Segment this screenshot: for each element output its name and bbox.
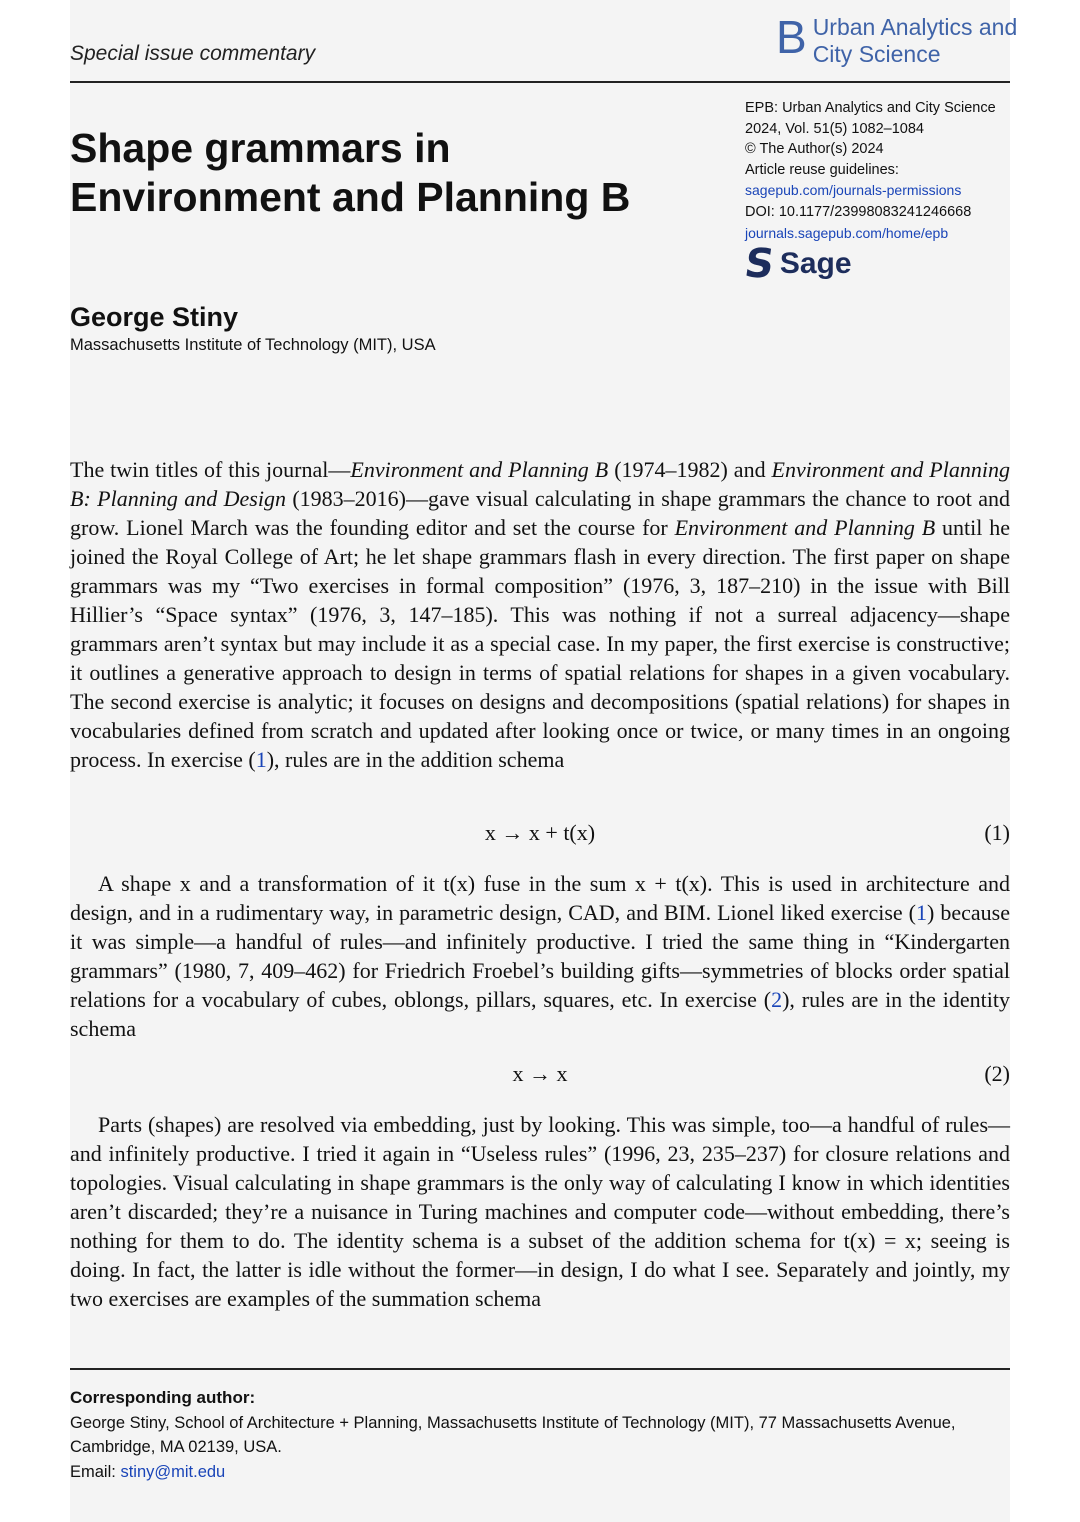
journal-homepage-link[interactable]: journals.sagepub.com/home/epb [745,224,949,241]
title-line-2: Environment and Planning B [70,174,631,220]
text-run: (1974–1982) and [608,457,772,482]
title-line-1: Shape grammars in [70,125,451,171]
text-run: (1983–2016)—gave visual calculating in shape grammars the chance to root and grow. Lionel March was the founding editor and set the course for [70,486,1010,540]
text-run: ) because it was simple—a handful of rules—and infinitely productive. I tried the same thing in “Kindergarten grammars” (1980, 7, 409–462) for Friedrich Froebel’s building gifts—symmetries of blocks order spatial relations for a vocabulary of cubes, oblongs, pillars, squares, etc. In exercise ( [70,900,1010,1012]
copyright: © The Author(s) 2024 [745,141,884,158]
footer-divider [70,1368,1010,1370]
section-label: Special issue commentary [70,42,316,65]
journal-name: EPB: Urban Analytics and City Science [745,100,996,116]
italic-journal-title: Environment and Planning B [674,515,936,540]
doi: DOI: 10.1177/23998083241246668 [745,203,972,220]
equation-1-expression: x → x + t(x) [484,820,596,845]
body-paragraph-2 [70,869,1010,1043]
equation-2-number: (2) [984,1061,1010,1086]
equation-2-expression: x → x [512,1061,568,1086]
publisher-logo [741,241,852,287]
body-paragraph-1 [70,455,1010,774]
journal-b-logo-icon: B [776,11,807,63]
footer-email-line [70,1460,1010,1485]
email-label: Email: [70,1462,121,1481]
equation-ref-2[interactable]: 2 [771,987,783,1012]
text-run: until he joined the Royal College of Art; he let shape grammars flash in every direction. The first paper on shape grammars was my “Two exercises in formal composition” (1976, 3, 187–210) in the issue with Bill Hillier’s “Space syntax” (1976, 3, 147–185). This was nothing if not a surreal adjacency—shape grammars aren’t syntax but may include it as a special case. In my paper, the first exercise is constructive; it outlines a generative approach to design in terms of spatial relations for shapes in a given vocabulary. The second exercise is analytic; it focuses on designs and decompositions (spatial relations) for shapes in vocabularies defined from scratch and updated after looking once or twice, or many times in an ongoing process. In exercise ( [70,515,1010,772]
footer-heading: Corresponding author: [70,1388,256,1407]
publisher-name: Sage [779,247,852,280]
author-name: George Stiny [70,302,239,332]
equation-ref-1[interactable]: 1 [255,747,267,772]
italic-journal-title: Environment and Planning B [350,457,609,482]
journal-brand-line-1: Urban Analytics and [812,14,1018,40]
journal-brand-line-2: City Science [812,41,941,67]
email-link[interactable]: stiny@mit.edu [120,1462,226,1481]
corresponding-author-note [70,1386,1010,1484]
sage-s-logo-icon: S [741,241,778,287]
journal-brand-logo [776,11,1018,68]
text-run: ), rules are in the identity schema [70,987,1010,1041]
text-run: The twin titles of this journal— [70,457,351,482]
reuse-link[interactable]: sagepub.com/journals-permissions [745,182,962,199]
body-paragraph-3: Parts (shapes) are resolved via embedding, just by looking. This was simple, too—a handful of rules—and infinitely productive. I tried it again in “Useless rules” (1996, 23, 235–237) for closure relations and topologies. Visual calculating in shape grammars is the only way of calculating I know in which identities aren’t discarded; they’re a nuisance in Turing machines and computer code—without embedding, there’s nothing for them to do. The identity schema is a subset of the addition schema for t(x) = x; seeing is doing. In fact, the latter is idle without the former—in design, I do what I see. Separately and jointly, my two exercises are examples of the summation schema [70,1112,1010,1311]
equation-ref-1[interactable]: 1 [916,900,928,925]
article-title [70,124,710,222]
reuse-label: Article reuse guidelines: [745,161,899,178]
header-divider [70,81,1010,83]
author-affiliation: Massachusetts Institute of Technology (MIT), USA [70,336,436,354]
equation-1-number: (1) [984,820,1010,845]
text-run: ), rules are in the addition schema [266,747,565,772]
article-metadata [745,98,1015,244]
text-run: A shape x and a transformation of it t(x) fuse in the sum x + t(x). This is used in architecture and design, and in a rudimentary way, in parametric design, CAD, and BIM. Lionel liked exercise ( [70,871,1010,925]
footer-address-line-1: George Stiny, School of Architecture + Planning, Massachusetts Institute of Technology (MIT), 77 Massachusetts Avenue, [70,1413,956,1432]
footer-address-line-2: Cambridge, MA 02139, USA. [70,1438,282,1456]
italic-journal-title: Environment and Planning B: Planning and Design [70,457,1010,511]
volume-info: 2024, Vol. 51(5) 1082–1084 [745,120,924,137]
